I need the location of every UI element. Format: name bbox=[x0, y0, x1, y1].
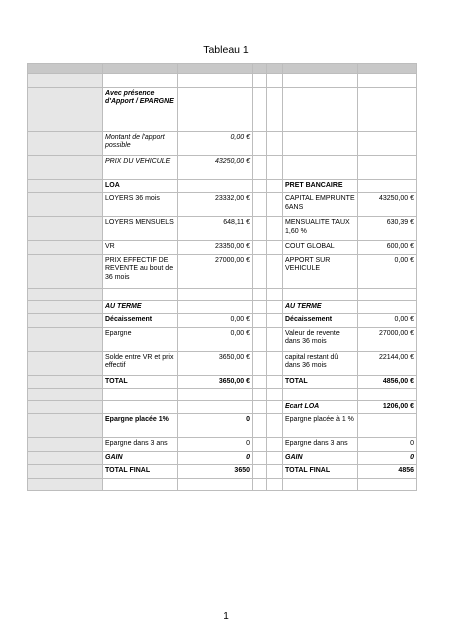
row-header-cell bbox=[28, 438, 103, 451]
row-header-cell bbox=[28, 180, 103, 193]
table-cell bbox=[267, 314, 283, 327]
row-header-cell bbox=[28, 327, 103, 351]
table-cell: capital restant dû dans 36 mois bbox=[283, 351, 358, 375]
table-cell: Epargne bbox=[103, 327, 178, 351]
table-cell: 0,00 € bbox=[178, 132, 253, 156]
table-cell bbox=[178, 74, 253, 88]
table-row bbox=[28, 375, 417, 388]
table-cell bbox=[267, 438, 283, 451]
table-cell: TOTAL bbox=[103, 375, 178, 388]
row-header-cell bbox=[28, 217, 103, 241]
header-cell bbox=[178, 64, 253, 74]
table-cell bbox=[178, 288, 253, 300]
table-cell bbox=[103, 74, 178, 88]
table-cell bbox=[267, 156, 283, 180]
table-title: Tableau 1 bbox=[203, 44, 249, 56]
table-row bbox=[28, 288, 417, 300]
table-row bbox=[28, 217, 417, 241]
table-cell: COUT GLOBAL bbox=[283, 241, 358, 254]
table-row bbox=[28, 300, 417, 313]
spacer-cell bbox=[253, 217, 267, 241]
table-cell: AU TERME bbox=[283, 300, 358, 313]
table-cell bbox=[178, 88, 253, 132]
table-cell: GAIN bbox=[283, 451, 358, 464]
table-cell: 600,00 € bbox=[358, 241, 417, 254]
table-cell bbox=[267, 401, 283, 414]
table-cell bbox=[283, 74, 358, 88]
table-cell bbox=[358, 180, 417, 193]
table-cell bbox=[267, 241, 283, 254]
spacer-cell bbox=[253, 74, 267, 88]
table-row bbox=[28, 478, 417, 490]
row-header-cell bbox=[28, 451, 103, 464]
table-cell: 1206,00 € bbox=[358, 401, 417, 414]
table-row bbox=[28, 254, 417, 288]
row-header-cell bbox=[28, 74, 103, 88]
table-row bbox=[28, 401, 417, 414]
spacer-cell bbox=[253, 465, 267, 478]
spacer-cell bbox=[253, 300, 267, 313]
table-cell: Epargne dans 3 ans bbox=[103, 438, 178, 451]
spacer-cell bbox=[253, 451, 267, 464]
spacer-cell bbox=[253, 351, 267, 375]
table-row bbox=[28, 74, 417, 88]
table-cell bbox=[178, 478, 253, 490]
table-cell: VR bbox=[103, 241, 178, 254]
table-cell: 43250,00 € bbox=[358, 193, 417, 217]
table-cell bbox=[103, 389, 178, 401]
table-cell bbox=[267, 478, 283, 490]
table-cell: 3650,00 € bbox=[178, 351, 253, 375]
table-cell: 23332,00 € bbox=[178, 193, 253, 217]
row-header-cell bbox=[28, 254, 103, 288]
table-cell: CAPITAL EMPRUNTE 6ANS bbox=[283, 193, 358, 217]
table-cell: Décaissement bbox=[103, 314, 178, 327]
table-cell bbox=[358, 414, 417, 438]
table-row bbox=[28, 389, 417, 401]
header-cell bbox=[358, 64, 417, 74]
spacer-cell bbox=[253, 478, 267, 490]
spreadsheet-table bbox=[27, 63, 417, 491]
table-cell: Avec présence d'Apport / EPARGNE bbox=[103, 88, 178, 132]
table-cell: MENSUALITE TAUX 1,60 % bbox=[283, 217, 358, 241]
table-cell bbox=[358, 389, 417, 401]
table-cell: TOTAL bbox=[283, 375, 358, 388]
table-row bbox=[28, 465, 417, 478]
table-cell bbox=[358, 74, 417, 88]
page-number: 1 bbox=[223, 611, 229, 622]
table-cell bbox=[178, 180, 253, 193]
table-cell bbox=[103, 478, 178, 490]
table-row bbox=[28, 438, 417, 451]
table-cell: Décaissement bbox=[283, 314, 358, 327]
row-header-cell bbox=[28, 156, 103, 180]
table-cell: LOYERS 36 mois bbox=[103, 193, 178, 217]
table-cell bbox=[267, 193, 283, 217]
spacer-cell bbox=[253, 241, 267, 254]
header-cell bbox=[103, 64, 178, 74]
row-header-cell bbox=[28, 465, 103, 478]
spacer-cell bbox=[253, 389, 267, 401]
table-cell: GAIN bbox=[103, 451, 178, 464]
row-header-cell bbox=[28, 401, 103, 414]
table-cell bbox=[358, 132, 417, 156]
table-cell bbox=[283, 156, 358, 180]
table-cell: TOTAL FINAL bbox=[103, 465, 178, 478]
table-cell bbox=[103, 288, 178, 300]
table-cell bbox=[267, 74, 283, 88]
table-cell: PRET BANCAIRE bbox=[283, 180, 358, 193]
table-cell: 0,00 € bbox=[178, 327, 253, 351]
table-cell: 27000,00 € bbox=[358, 327, 417, 351]
table-row bbox=[28, 327, 417, 351]
row-header-cell bbox=[28, 478, 103, 490]
row-header-cell bbox=[28, 241, 103, 254]
table-cell bbox=[358, 300, 417, 313]
table-row bbox=[28, 193, 417, 217]
table-cell: Epargne dans 3 ans bbox=[283, 438, 358, 451]
table-cell bbox=[178, 401, 253, 414]
spacer-cell bbox=[253, 314, 267, 327]
spacer-cell bbox=[253, 288, 267, 300]
spacer-cell bbox=[253, 193, 267, 217]
table-cell: TOTAL FINAL bbox=[283, 465, 358, 478]
spacer-cell bbox=[253, 438, 267, 451]
table-row bbox=[28, 351, 417, 375]
header-cell bbox=[283, 64, 358, 74]
table-cell: 0,00 € bbox=[358, 254, 417, 288]
table-row bbox=[28, 241, 417, 254]
table-cell bbox=[358, 478, 417, 490]
table-cell: 0 bbox=[178, 438, 253, 451]
spacer-cell bbox=[253, 88, 267, 132]
table-row bbox=[28, 314, 417, 327]
table-cell bbox=[267, 288, 283, 300]
table-row bbox=[28, 156, 417, 180]
table-cell: PRIX EFFECTIF DE REVENTE au bout de 36 mois bbox=[103, 254, 178, 288]
table-cell bbox=[178, 389, 253, 401]
row-header-cell bbox=[28, 132, 103, 156]
table-cell: APPORT SUR VEHICULE bbox=[283, 254, 358, 288]
table-cell bbox=[283, 288, 358, 300]
table-cell: LOA bbox=[103, 180, 178, 193]
spacer-cell bbox=[253, 401, 267, 414]
table-cell: 630,39 € bbox=[358, 217, 417, 241]
table-cell bbox=[267, 254, 283, 288]
header-cell bbox=[267, 64, 283, 74]
table-cell: 0 bbox=[178, 414, 253, 438]
row-header-cell bbox=[28, 389, 103, 401]
table-row bbox=[28, 88, 417, 132]
table-cell bbox=[267, 351, 283, 375]
table-cell: LOYERS MENSUELS bbox=[103, 217, 178, 241]
table-cell: 648,11 € bbox=[178, 217, 253, 241]
table-cell bbox=[178, 300, 253, 313]
header-cell bbox=[28, 64, 103, 74]
row-header-cell bbox=[28, 414, 103, 438]
table-cell: Solde entre VR et prix effectif bbox=[103, 351, 178, 375]
table-cell: 0,00 € bbox=[178, 314, 253, 327]
table-cell: Epargne placée 1% bbox=[103, 414, 178, 438]
table-cell bbox=[267, 414, 283, 438]
spacer-cell bbox=[253, 156, 267, 180]
spacer-cell bbox=[253, 375, 267, 388]
table-cell bbox=[267, 451, 283, 464]
table-cell bbox=[267, 375, 283, 388]
table-cell bbox=[283, 88, 358, 132]
row-header-cell bbox=[28, 375, 103, 388]
table-cell bbox=[283, 478, 358, 490]
spacer-cell bbox=[253, 180, 267, 193]
table-cell: PRIX DU VEHICULE bbox=[103, 156, 178, 180]
table-cell bbox=[358, 88, 417, 132]
table-cell: 27000,00 € bbox=[178, 254, 253, 288]
row-header-cell bbox=[28, 288, 103, 300]
table-cell bbox=[283, 389, 358, 401]
spacer-cell bbox=[253, 132, 267, 156]
spacer-cell bbox=[253, 327, 267, 351]
row-header-cell bbox=[28, 351, 103, 375]
table-cell bbox=[358, 156, 417, 180]
table-cell bbox=[267, 217, 283, 241]
table-cell bbox=[267, 389, 283, 401]
row-header-cell bbox=[28, 314, 103, 327]
column-header-row bbox=[28, 64, 417, 74]
table-row bbox=[28, 180, 417, 193]
table-cell: 4856 bbox=[358, 465, 417, 478]
table-cell: Montant de l'apport possible bbox=[103, 132, 178, 156]
table-row bbox=[28, 414, 417, 438]
table-cell: 0,00 € bbox=[358, 314, 417, 327]
table-row bbox=[28, 132, 417, 156]
table-row bbox=[28, 451, 417, 464]
row-header-cell bbox=[28, 193, 103, 217]
table-cell: 3650 bbox=[178, 465, 253, 478]
table-cell: AU TERME bbox=[103, 300, 178, 313]
table-cell: 0 bbox=[178, 451, 253, 464]
table-cell bbox=[267, 180, 283, 193]
table-cell: 43250,00 € bbox=[178, 156, 253, 180]
table-cell: 0 bbox=[358, 451, 417, 464]
table-cell bbox=[103, 401, 178, 414]
table-cell bbox=[283, 132, 358, 156]
spacer-cell bbox=[253, 254, 267, 288]
table-cell: Ecart LOA bbox=[283, 401, 358, 414]
table-cell: 4856,00 € bbox=[358, 375, 417, 388]
table-cell bbox=[267, 88, 283, 132]
header-cell bbox=[253, 64, 267, 74]
table-cell: Valeur de revente dans 36 mois bbox=[283, 327, 358, 351]
row-header-cell bbox=[28, 300, 103, 313]
table-cell: 22144,00 € bbox=[358, 351, 417, 375]
table-cell bbox=[267, 132, 283, 156]
table-cell: 3650,00 € bbox=[178, 375, 253, 388]
table-cell bbox=[267, 327, 283, 351]
table-cell bbox=[267, 300, 283, 313]
table-cell: Epargne placée à 1 % bbox=[283, 414, 358, 438]
table-cell: 0 bbox=[358, 438, 417, 451]
table-cell bbox=[267, 465, 283, 478]
table-cell bbox=[358, 288, 417, 300]
spacer-cell bbox=[253, 414, 267, 438]
table-cell: 23350,00 € bbox=[178, 241, 253, 254]
row-header-cell bbox=[28, 88, 103, 132]
